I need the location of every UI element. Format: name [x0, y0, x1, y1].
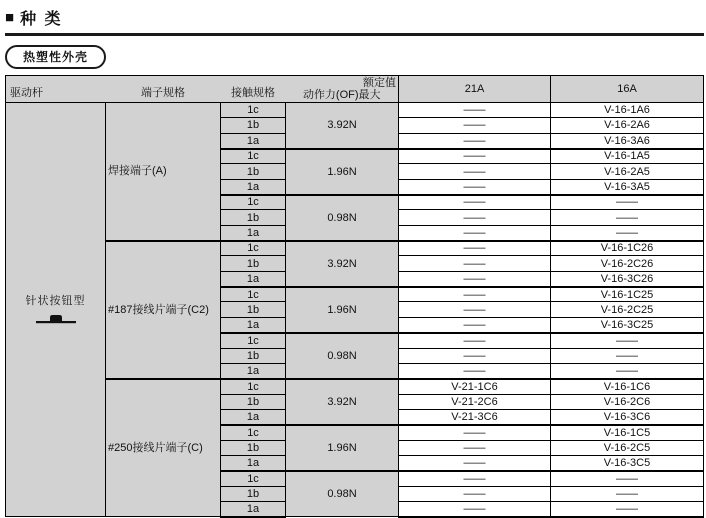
value-16a-cell: V-16-3C6: [551, 409, 704, 424]
contact-cell: 1b: [221, 486, 286, 501]
title-square-icon: ■: [5, 9, 15, 26]
contact-cell: 1c: [221, 241, 286, 256]
value-16a-cell: V-16-3C26: [551, 271, 704, 286]
value-16a-cell: V-16-3A5: [551, 179, 704, 194]
terminal-cell: #250接线片端子(C): [106, 379, 221, 517]
force-cell: 1.96N: [286, 149, 399, 195]
terminal-cell: 焊接端子(A): [106, 103, 221, 241]
value-16a-cell: V-16-2A5: [551, 164, 704, 179]
value-21a-cell: V-21-1C6: [399, 379, 551, 394]
force-cell: 3.92N: [286, 379, 399, 425]
force-cell: 1.96N: [286, 287, 399, 333]
force-cell: 3.92N: [286, 103, 399, 149]
value-21a-cell: ——: [399, 164, 551, 179]
value-16a-cell: ——: [551, 195, 704, 210]
value-21a-cell: ——: [399, 471, 551, 486]
table-row: [6, 103, 704, 118]
contact-cell: 1a: [221, 271, 286, 286]
value-16a-cell: ——: [551, 363, 704, 378]
contact-cell: 1a: [221, 317, 286, 332]
value-16a-cell: ——: [551, 348, 704, 363]
value-16a-cell: ——: [551, 210, 704, 225]
value-21a-cell: ——: [399, 333, 551, 348]
value-16a-cell: ——: [551, 501, 704, 516]
contact-cell: 1a: [221, 225, 286, 240]
contact-cell: 1a: [221, 363, 286, 378]
value-16a-cell: ——: [551, 333, 704, 348]
value-16a-cell: ——: [551, 225, 704, 240]
actuator-label: 针状按钮型: [25, 294, 86, 307]
title-underline: [5, 33, 704, 36]
table-row: [6, 241, 704, 256]
value-21a-cell: ——: [399, 501, 551, 516]
contact-cell: 1c: [221, 379, 286, 394]
contact-cell: 1c: [221, 287, 286, 302]
page-title-text: 种 类: [20, 11, 63, 28]
value-21a-cell: ——: [399, 133, 551, 148]
header-16a: 16A: [551, 76, 704, 103]
value-16a-cell: V-16-2C26: [551, 256, 704, 271]
contact-cell: 1b: [221, 210, 286, 225]
value-16a-cell: V-16-1A6: [551, 103, 704, 118]
value-16a-cell: V-16-1C6: [551, 379, 704, 394]
contact-cell: 1b: [221, 118, 286, 133]
actuator-cell: [6, 103, 106, 517]
value-21a-cell: ——: [399, 486, 551, 501]
contact-cell: 1a: [221, 133, 286, 148]
value-16a-cell: V-16-2A6: [551, 118, 704, 133]
contact-cell: 1c: [221, 333, 286, 348]
contact-cell: 1c: [221, 149, 286, 164]
value-16a-cell: V-16-1A5: [551, 149, 704, 164]
value-16a-cell: V-16-1C25: [551, 287, 704, 302]
value-21a-cell: ——: [399, 241, 551, 256]
value-21a-cell: ——: [399, 287, 551, 302]
header-row: [6, 76, 704, 103]
value-16a-cell: ——: [551, 471, 704, 486]
header-contact: 接触规格: [221, 76, 286, 103]
table-row: [6, 379, 704, 394]
value-21a-cell: ——: [399, 317, 551, 332]
contact-cell: 1a: [221, 179, 286, 194]
value-21a-cell: ——: [399, 225, 551, 240]
value-16a-cell: V-16-1C26: [551, 241, 704, 256]
value-21a-cell: ——: [399, 256, 551, 271]
value-21a-cell: ——: [399, 179, 551, 194]
parts-table: [5, 75, 704, 518]
contact-cell: 1b: [221, 394, 286, 409]
value-21a-cell: ——: [399, 425, 551, 440]
contact-cell: 1b: [221, 440, 286, 455]
page-title: [5, 6, 706, 29]
value-21a-cell: ——: [399, 363, 551, 378]
housing-type-badge: 热塑性外壳: [5, 45, 106, 69]
value-21a-cell: ——: [399, 103, 551, 118]
header-actuator: 驱动杆: [6, 76, 106, 103]
force-cell: 0.98N: [286, 333, 399, 379]
force-cell: 0.98N: [286, 471, 399, 517]
value-16a-cell: V-16-2C25: [551, 302, 704, 317]
value-16a-cell: ——: [551, 486, 704, 501]
contact-cell: 1a: [221, 501, 286, 516]
value-21a-cell: ——: [399, 455, 551, 470]
contact-cell: 1c: [221, 425, 286, 440]
header-force: [286, 76, 399, 103]
value-21a-cell: ——: [399, 348, 551, 363]
terminal-cell: #187接线片端子(C2): [106, 241, 221, 379]
value-21a-cell: ——: [399, 149, 551, 164]
value-21a-cell: V-21-3C6: [399, 409, 551, 424]
header-terminal: 端子规格: [106, 76, 221, 103]
value-16a-cell: V-16-2C5: [551, 440, 704, 455]
force-cell: 1.96N: [286, 425, 399, 471]
value-16a-cell: V-16-3C5: [551, 455, 704, 470]
pin-plunger-icon: [33, 312, 79, 325]
value-16a-cell: V-16-3C25: [551, 317, 704, 332]
contact-cell: 1c: [221, 471, 286, 486]
contact-cell: 1b: [221, 256, 286, 271]
value-16a-cell: V-16-3A6: [551, 133, 704, 148]
value-21a-cell: ——: [399, 118, 551, 133]
value-21a-cell: ——: [399, 302, 551, 317]
contact-cell: 1b: [221, 348, 286, 363]
force-cell: 0.98N: [286, 195, 399, 241]
header-rated-value: 额定值: [363, 77, 396, 89]
header-operating-force: 动作力(OF)最大: [302, 89, 381, 101]
value-21a-cell: V-21-2C6: [399, 394, 551, 409]
value-16a-cell: V-16-1C5: [551, 425, 704, 440]
contact-cell: 1b: [221, 302, 286, 317]
value-21a-cell: ——: [399, 271, 551, 286]
value-21a-cell: ——: [399, 440, 551, 455]
force-cell: 3.92N: [286, 241, 399, 287]
contact-cell: 1c: [221, 103, 286, 118]
contact-cell: 1b: [221, 164, 286, 179]
contact-cell: 1a: [221, 409, 286, 424]
value-16a-cell: V-16-2C6: [551, 394, 704, 409]
value-21a-cell: ——: [399, 210, 551, 225]
value-21a-cell: ——: [399, 195, 551, 210]
contact-cell: 1c: [221, 195, 286, 210]
header-21a: 21A: [399, 76, 551, 103]
contact-cell: 1a: [221, 455, 286, 470]
